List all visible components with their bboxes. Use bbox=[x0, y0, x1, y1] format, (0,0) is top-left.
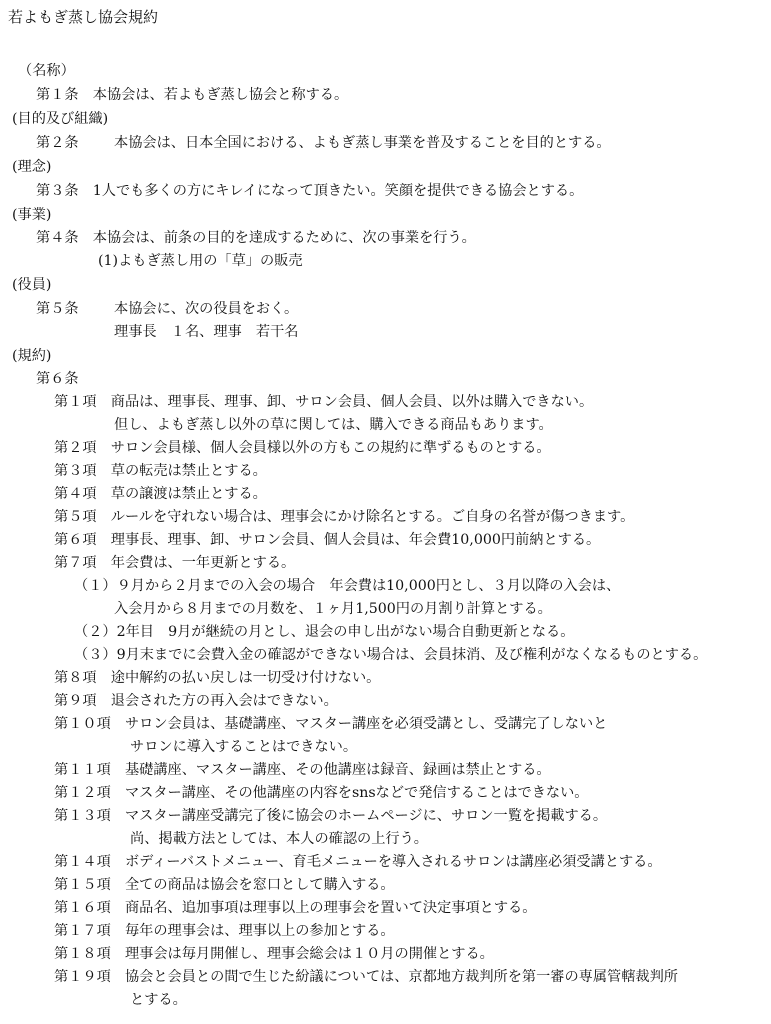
clause-4: 第４項 草の譲渡は禁止とする。 bbox=[54, 486, 267, 502]
section-heading-name: （名称） bbox=[18, 63, 75, 79]
clause-10: 第１０項 サロン会員は、基礎講座、マスター講座を必須受講とし、受講完了しないと bbox=[54, 716, 608, 732]
clause-7-item-2: （２）2年目 9月が継続の月とし、退会の申し出がない場合自動更新となる。 bbox=[74, 624, 575, 640]
section-heading-officers: (役員) bbox=[12, 277, 52, 293]
article-4-item-1: (1)よもぎ蒸し用の「草」の販売 bbox=[98, 253, 303, 269]
document-title: 若よもぎ蒸し協会規約 bbox=[8, 8, 159, 26]
clause-6: 第６項 理事長、理事、卸、サロン会員、個人会員は、年会費10,000円前納とする。 bbox=[54, 532, 601, 548]
article-2-text: 本協会は、日本全国における、よもぎ蒸し事業を普及することを目的とする。 bbox=[114, 135, 611, 151]
clause-8: 第８項 途中解約の払い戻しは一切受け付けない。 bbox=[54, 670, 381, 686]
clause-19-cont: とする。 bbox=[130, 992, 187, 1008]
article-5-label: 第５条 bbox=[36, 301, 79, 317]
section-heading-philosophy: (理念) bbox=[12, 159, 52, 175]
article-1: 第１条 本協会は、若よもぎ蒸し協会と称する。 bbox=[36, 87, 349, 103]
clause-18: 第１８項 理事会は毎月開催し、理事会総会は１０月の開催とする。 bbox=[54, 946, 494, 962]
clause-2: 第２項 サロン会員様、個人会員様以外の方もこの規約に準ずるものとする。 bbox=[54, 440, 551, 456]
article-5-text: 本協会に、次の役員をおく。 bbox=[114, 301, 299, 317]
section-heading-rules: (規約) bbox=[12, 348, 52, 364]
article-2-label: 第２条 bbox=[36, 135, 79, 151]
section-heading-purpose: (目的及び組織) bbox=[12, 111, 109, 127]
clause-12: 第１２項 マスター講座、その他講座の内容をsnsなどで発信することはできない。 bbox=[54, 785, 589, 801]
clause-5: 第５項 ルールを守れない場合は、理事会にかけ除名とする。ご自身の名誉が傷つきます。 bbox=[54, 509, 635, 525]
article-4: 第４条 本協会は、前条の目的を達成するために、次の事業を行う。 bbox=[36, 230, 476, 246]
clause-1: 第１項 商品は、理事長、理事、卸、サロン会員、個人会員、以外は購入できない。 bbox=[54, 394, 594, 410]
clause-7-item-3: （３）9月末までに会費入金の確認ができない場合は、会員抹消、及び権利がなくなるものとする。 bbox=[74, 647, 708, 663]
clause-17: 第１７項 毎年の理事会は、理事以上の参加とする。 bbox=[54, 923, 395, 939]
clause-7-item-1-cont: 入会月から８月までの月数を、１ヶ月1,500円の月割り計算とする。 bbox=[114, 601, 552, 617]
clause-7: 第７項 年会費は、一年更新とする。 bbox=[54, 555, 296, 571]
clause-15: 第１５項 全ての商品は協会を窓口として購入する。 bbox=[54, 877, 395, 893]
clause-3: 第３項 草の転売は禁止とする。 bbox=[54, 463, 267, 479]
clause-11: 第１１項 基礎講座、マスター講座、その他講座は録音、録画は禁止とする。 bbox=[54, 762, 551, 778]
clause-19: 第１９項 協会と会員との間で生じた紛議については、京都地方裁判所を第一審の専属管轄裁判所 bbox=[54, 969, 678, 985]
article-3: 第３条 1人でも多くの方にキレイになって頂きたい。笑顔を提供できる協会とする。 bbox=[36, 183, 584, 199]
clause-7-item-1: （１）９月から２月までの入会の場合 年会費は10,000円とし、３月以降の入会は、 bbox=[74, 578, 621, 594]
clause-13: 第１３項 マスター講座受講完了後に協会のホームページに、サロン一覧を掲載する。 bbox=[54, 808, 608, 824]
section-heading-business: (事業) bbox=[12, 207, 52, 223]
clause-10-cont: サロンに導入することはできない。 bbox=[130, 739, 358, 755]
article-5-officers: 理事長 １名、理事 若干名 bbox=[114, 324, 299, 340]
clause-9: 第９項 退会された方の再入会はできない。 bbox=[54, 693, 338, 709]
clause-14: 第１４項 ボディーバストメニュー、育毛メニューを導入されるサロンは講座必須受講とする。 bbox=[54, 854, 662, 870]
article-6-label: 第６条 bbox=[36, 371, 79, 387]
clause-16: 第１６項 商品名、追加事項は理事以上の理事会を置いて決定事項とする。 bbox=[54, 900, 537, 916]
clause-1-note: 但し、よもぎ蒸し以外の草に関しては、購入できる商品もあります。 bbox=[114, 417, 553, 433]
clause-13-cont: 尚、掲載方法としては、本人の確認の上行う。 bbox=[130, 831, 428, 847]
